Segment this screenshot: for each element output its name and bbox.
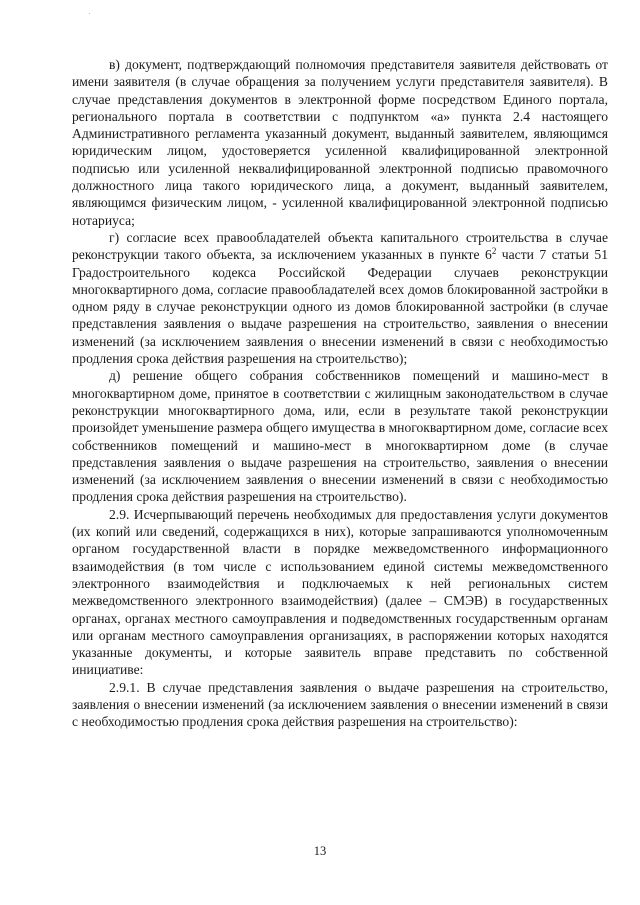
paragraph-2-9-document-list: 2.9. Исчерпывающий перечень необходимых для предоставления услуги документов (их копий или сведений, содержащихся в них), которые запрашиваются уполномоченным органом государственной власти в порядке межведомственного информационного взаимодействия (в том числе с использованием единой системы межведомственного электронного взаимодействия и подключаемых к ней региональных систем межведомственного электронного взаимодействия) (далее – СМЭВ) в государственных органах, органах местного самоуправления и подведомственных государственным органам или органам местного самоуправления организациях, в распоряжении которых находятся указанные документы, и которые заявитель вправе представить по собственной инициативе: — [72, 506, 608, 678]
page-number: 13 — [313, 844, 327, 858]
paragraph-2-9-1-permit-case: 2.9.1. В случае представления заявления о выдаче разрешения на строительство, заявления о внесении изменений (за исключением заявления о внесении изменений в связи с необходимостью продления срока действия разрешения на строительство): — [72, 679, 608, 730]
paragraph-g-superscript: 2 — [491, 246, 497, 257]
paragraph-g-rights-holders-consent — [72, 229, 608, 367]
document-body — [72, 56, 608, 731]
paragraph-d-owners-meeting-decision: д) решение общего собрания собственников помещений и машино-мест в многоквартирном доме, принятое в соответствии с жилищным законодательством в случае реконструкции многоквартирного дома, или, если в результате такой реконструкции произойдет уменьшение размера общего имущества в многоквартирном доме, согласие всех собственников помещений и машино-мест в многоквартирном доме (в случае представления заявления о выдаче разрешения на строительство, заявления о внесении изменений (за исключением заявления о внесении изменений в связи с необходимостью продления срока действия разрешения на строительство). — [72, 368, 608, 505]
paragraph-g-text-start: г) согласие всех правообладателей объекта капитального строительства в случае реконструкции такого объекта, за исключением указанных в пункте 6 — [72, 229, 608, 263]
paragraph-g-text-end: части 7 статьи 51 Градостроительного кодекса Российской Федерации случаев реконструкции многоквартирного дома, согласие правообладателей всех домов блокированной застройки в одном ряду в случае реконструкции одного из домов блокированной застройки (в случае представления заявления о выдаче разрешения на строительство, заявления о внесении изменений (за исключением заявления о внесении изменений в связи с необходимостью продления срока действия разрешения на строительство); — [72, 247, 609, 367]
paragraph-v-representative-document: в) документ, подтверждающий полномочия представителя заявителя действовать от имени заявителя (в случае обращения за получением услуги представителя заявителя). В случае представления документов в электронной форме посредством Единого портала, регионального портала в соответствии с подпунктом «а» пункта 2.4 настоящего Административного регламента указанный документ, выданный заявителем, являющимся юридическим лицом, удостоверяется усиленной квалифицированной электронной подписью или усиленной неквалифицированной электронной подписью правомочного должностного лица такого юридического лица, а документ, выданный заявителем, являющимся физическим лицом, - усиленной квалифицированной электронной подписью нотариуса; — [72, 57, 608, 228]
scan-speck — [89, 13, 90, 14]
